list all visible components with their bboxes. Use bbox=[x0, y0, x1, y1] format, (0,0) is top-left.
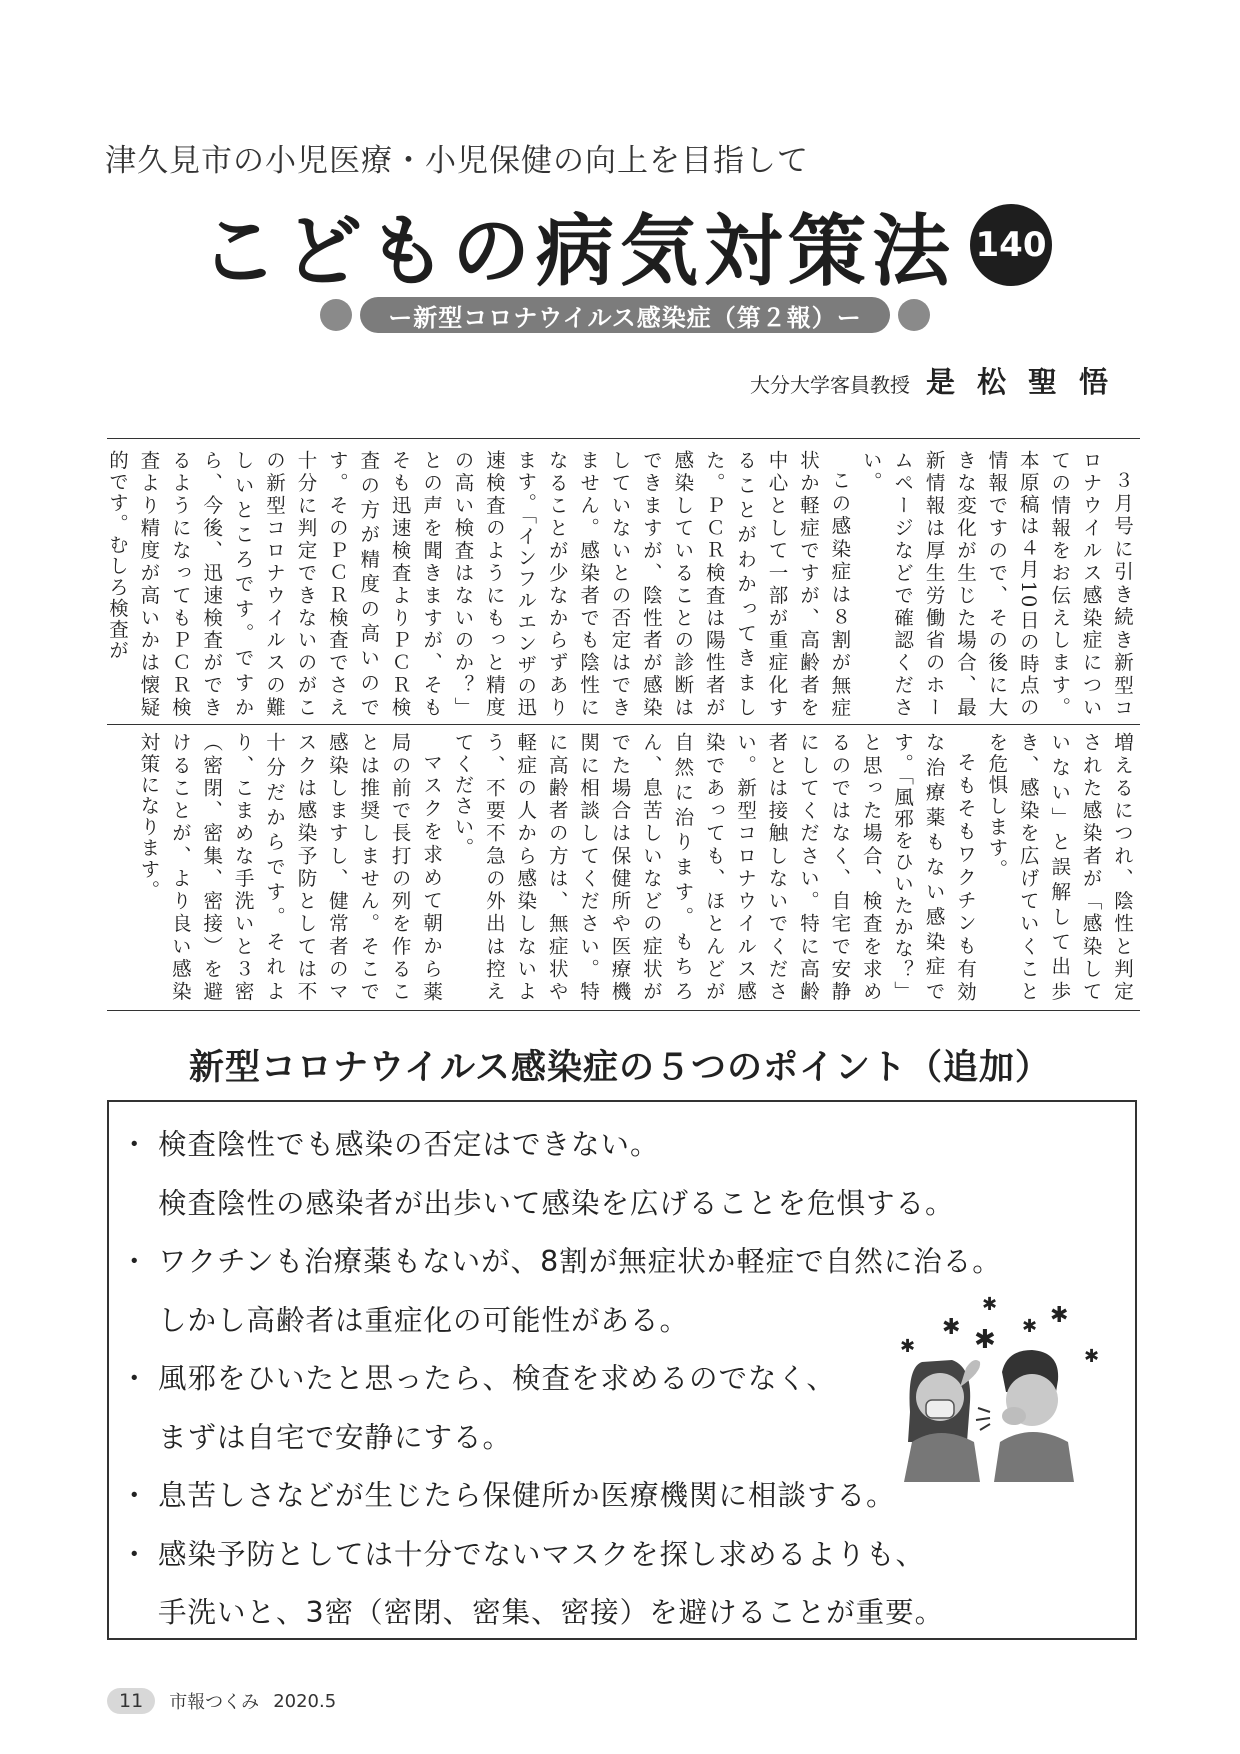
article-paragraph: そもそもワクチンも有効な治療薬もない感染症です。「風邪をひいたかな？」と思った場合、検査を求めるのではなく、自宅で安静にしてください。特に高齢者とは接触しないでください。新型コロナウイルス感染であっても、ほとんどが自然に治ります。もちろん、息苦しいなどの症状がでた場合は保健所や医療機関に相談してください。特に高齢者の方は、無症状や軽症の人から感染しないよう、不要不急の外出は控えてください。 bbox=[451, 732, 977, 1002]
point-line: ・ 風邪をひいたと思ったら、検査を求めるのでなく、 bbox=[158, 1362, 836, 1395]
author-byline bbox=[750, 360, 1130, 401]
svg-text:✱: ✱ bbox=[982, 1294, 998, 1315]
divider-bottom bbox=[107, 1010, 1140, 1011]
issue-number-badge: 140 bbox=[970, 204, 1052, 286]
article-block-1 bbox=[107, 450, 1140, 718]
article-paragraph: ３月号に引き続き新型コロナウイルス感染症についての情報をお伝えします。本原稿は４月10日の時点の情報ですので、その後に大きな変化が生じた場合、最新情報は厚生労働省のホームページなどで確認ください。 bbox=[859, 450, 1134, 718]
article-paragraph: マスクを求めて朝から薬局の前で長打の列を作ることは推奨しません。そこで感染しますし、健常者のマスクは感染予防としては不十分だからです。それより、こまめな手洗いと３密（密閉、密集、密接）を避けることが、より良い感染対策になります。 bbox=[137, 732, 444, 1002]
author-affiliation: 大分大学客員教授 bbox=[749, 373, 910, 397]
title-row bbox=[200, 195, 1052, 295]
point-line: ・ ワクチンも治療薬もないが、8割が無症状か軽症で自然に治る。 bbox=[158, 1245, 1002, 1278]
header-subtitle: 津久見市の小児医療・小児保健の向上を目指して bbox=[105, 143, 809, 179]
divider-middle bbox=[107, 724, 1140, 725]
point-item bbox=[134, 1116, 1094, 1233]
points-heading: 新型コロナウイルス感染症の５つのポイント（追加） bbox=[189, 1048, 1051, 1088]
svg-text:✱: ✱ bbox=[900, 1336, 916, 1357]
publication-date: 2020.5 bbox=[273, 1690, 337, 1712]
topic-banner bbox=[320, 297, 930, 333]
article-paragraph: この感染症は８割が無症状か軽症ですが、高齢者を中心として一部が重症化することがわかってきました。ＰＣＲ検査は陽性者が感染していることの診断はできますが、陰性者が感染していないとの否定はできません。感染者でも陰性になることが少なからずあります。「インフルエンザの迅速検査のようにもっと精度の高い検査はないのか？」との声を聞きますが、そもそも迅速検査よりＰＣＲ検査の方が精度の高いのです。そのＰＣＲ検査でさえ十分に判定できないのがこの新型コロナウイルスの難しいところです。ですから、今後、迅速検査ができるようになってもＰＣＲ検査より精度が高いかは懐疑的です。むしろ検査が bbox=[106, 450, 852, 718]
page-number: 11 bbox=[107, 1688, 155, 1714]
page-footer bbox=[107, 1688, 336, 1714]
page-title: こどもの病気対策法 bbox=[200, 207, 957, 297]
svg-text:✱: ✱ bbox=[1084, 1346, 1100, 1367]
banner-dot-left bbox=[320, 299, 352, 331]
point-line: ・ 息苦しさなどが生じたら保健所か医療機関に相談する。 bbox=[158, 1479, 896, 1512]
svg-text:✱: ✱ bbox=[1022, 1316, 1038, 1337]
point-item bbox=[134, 1526, 1094, 1643]
article-paragraph: 増えるにつれ、陰性と判定された感染者が「感染していない」と誤解して出歩き、感染を広げていくことを危惧します。 bbox=[985, 732, 1134, 1002]
author-name: 是松聖悟 bbox=[925, 365, 1130, 399]
banner-dot-right bbox=[898, 299, 930, 331]
publication-name: 市報つくみ bbox=[169, 1692, 260, 1713]
point-line: ・ 検査陰性でも感染の否定はできない。 bbox=[158, 1128, 660, 1161]
topic-label: ー新型コロナウイルス感染症（第２報）ー bbox=[360, 297, 890, 333]
points-box bbox=[107, 1100, 1137, 1640]
point-line: しかし高齢者は重症化の可能性がある。 bbox=[158, 1303, 690, 1337]
article-block-2 bbox=[107, 732, 1140, 1002]
svg-text:✱: ✱ bbox=[942, 1315, 961, 1340]
divider-top bbox=[107, 438, 1140, 439]
point-line: 検査陰性の感染者が出歩いて感染を広げることを危惧する。 bbox=[158, 1186, 955, 1220]
svg-text:✱: ✱ bbox=[1050, 1303, 1069, 1328]
point-line: ・ 感染予防としては十分でないマスクを探し求めるよりも、 bbox=[158, 1537, 926, 1571]
point-line: 手洗いと、3密（密閉、密集、密接）を避けることが重要。 bbox=[158, 1596, 945, 1629]
svg-text:✱: ✱ bbox=[974, 1325, 996, 1355]
point-line: まずは自宅で安静にする。 bbox=[158, 1420, 513, 1454]
sick-people-illustration bbox=[882, 1292, 1122, 1482]
